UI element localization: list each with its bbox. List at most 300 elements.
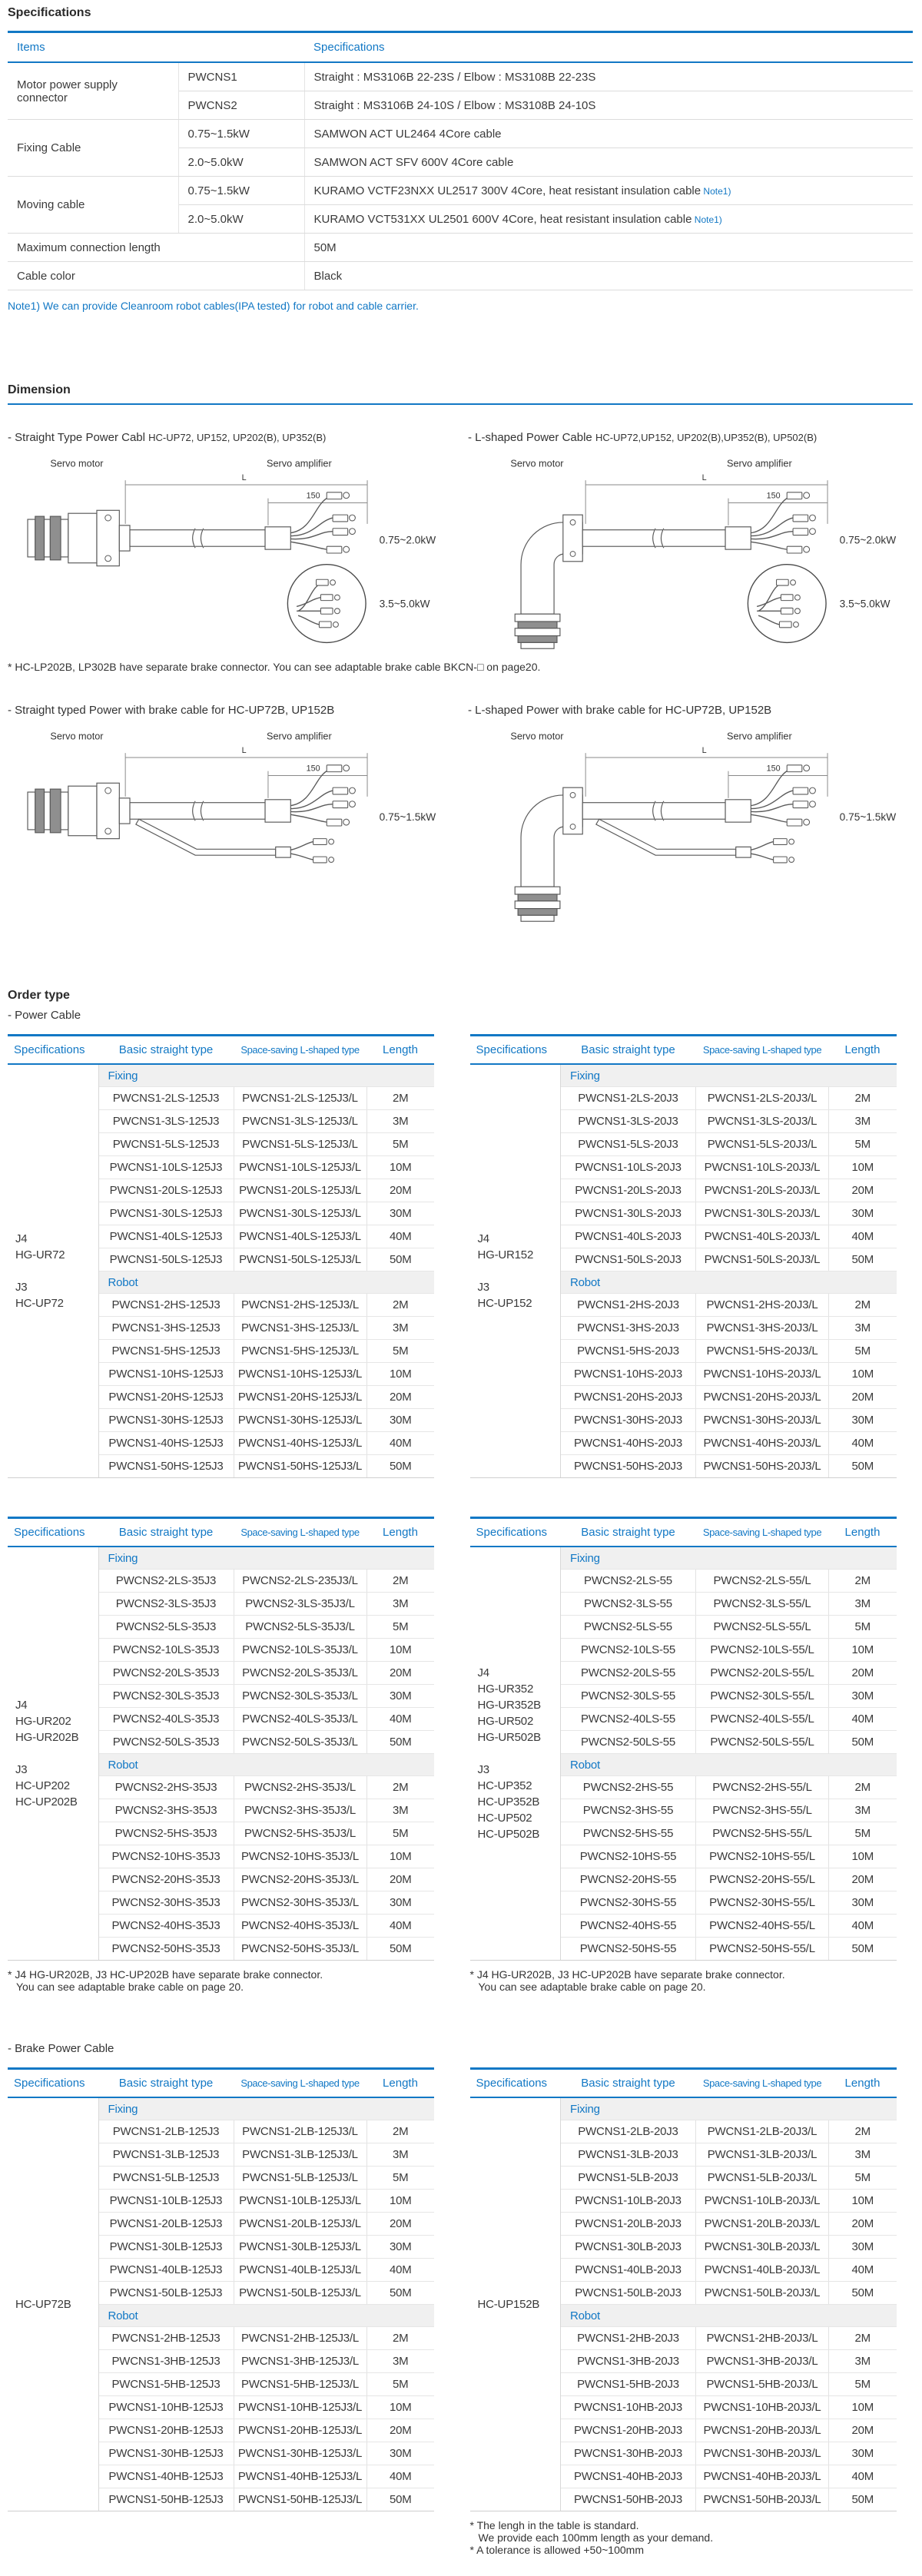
diagram-shape [333, 801, 348, 808]
diagram-shape [105, 515, 111, 521]
order-table [470, 2067, 897, 2511]
diagram-shape [105, 828, 111, 834]
order-header-3: Length [829, 1518, 897, 1547]
order-header-1: Basic straight type [561, 2069, 696, 2098]
order-cell-length: 5M [829, 1340, 897, 1363]
spec-item-label: Fixing Cable [8, 120, 178, 177]
order-spec-line: HG-UR72 [15, 1248, 65, 1261]
order-cell-length: 40M [829, 1225, 897, 1248]
diagram-shape [751, 791, 793, 808]
diagram-shape [327, 546, 342, 553]
note-line: You can see adaptable brake cable on page 20. [16, 1981, 244, 1993]
dimension-note: * HC-LP202B, LP302B have separate brake connector. You can see adaptable brake cable BKCN-□ on page20. [8, 661, 541, 673]
diagram-shape [570, 520, 575, 525]
spec-row [8, 234, 913, 262]
order-header-3: Length [829, 2069, 897, 2098]
order-cell-lshaped: PWCNS1-10HB-125J3/L [234, 2396, 366, 2419]
wire-terminals [290, 765, 355, 826]
order-cell-straight: PWCNS1-10LS-20J3 [561, 1156, 696, 1179]
spec-item-sub: 2.0~5.0kW [178, 205, 304, 234]
order-cell-lshaped: PWCNS2-40HS-35J3/L [234, 1915, 366, 1938]
spec-item-sub: PWCNS2 [178, 91, 304, 120]
spec-item-label: Moving cable [8, 177, 178, 234]
heading-main: - Straight Type Power Cabl [8, 431, 145, 444]
order-cell-length: 10M [366, 2190, 434, 2213]
order-spec-cell [8, 1064, 98, 1478]
order-subheader-row [470, 1547, 897, 1570]
note-line: * J4 HG-UR202B, J3 HC-UP202B have separate brake connector. [8, 1968, 323, 1981]
order-cell-length: 20M [366, 1386, 434, 1409]
diagram-shape [751, 518, 793, 535]
order-spec-line: J3 [477, 1281, 489, 1294]
order-cell-lshaped: PWCNS1-30HB-125J3/L [234, 2442, 366, 2465]
diagram-shape [298, 615, 319, 625]
spacer [8, 2511, 451, 2556]
order-spec-line: HC-UP352B [477, 1795, 540, 1809]
order-cell-length: 40M [829, 1915, 897, 1938]
order-cell-lshaped: PWCNS1-3HB-20J3/L [696, 2350, 829, 2373]
spec-item-sub: 2.0~5.0kW [178, 148, 304, 177]
order-cell-length: 20M [366, 1662, 434, 1685]
order-header-1: Basic straight type [98, 1036, 234, 1065]
diagram-shape [795, 608, 801, 614]
order-cell-straight: PWCNS1-40LS-20J3 [561, 1225, 696, 1248]
order-table [8, 2067, 434, 2511]
order-cell-length: 50M [366, 1455, 434, 1478]
detail-circle [287, 565, 366, 643]
diagram-shape [518, 894, 557, 901]
order-cell-length: 20M [366, 2419, 434, 2442]
order-cell-straight: PWCNS2-3LS-35J3 [98, 1593, 234, 1616]
order-cell-lshaped: PWCNS1-5HB-20J3/L [696, 2373, 829, 2396]
order-cell-straight: PWCNS2-30LS-55 [561, 1685, 696, 1708]
order-cell-lshaped: PWCNS1-30HS-20J3/L [696, 1409, 829, 1432]
order-cell-length: 40M [366, 1432, 434, 1455]
order-cell-length: 30M [366, 2236, 434, 2259]
order-cell-straight: PWCNS1-3LS-20J3 [561, 1110, 696, 1133]
order-cell-straight: PWCNS2-3HS-55 [561, 1799, 696, 1822]
order-cell-length: 50M [829, 2282, 897, 2305]
order-cell-lshaped: PWCNS1-40HS-20J3/L [696, 1432, 829, 1455]
wire-terminals [751, 492, 815, 553]
rating-brake-label: 0.75~1.5kW [839, 811, 897, 824]
diagram-shape [290, 771, 327, 806]
order-header-row [470, 1036, 897, 1065]
order-cell-length: 2M [829, 2120, 897, 2143]
diagram-shape [290, 542, 327, 549]
order-spec-line: J3 [15, 1281, 28, 1294]
order-cell-length: 3M [829, 2143, 897, 2167]
diagram-shape [810, 529, 816, 535]
order-cell-lshaped: PWCNS1-3LB-20J3/L [696, 2143, 829, 2167]
order-cell-lshaped: PWCNS2-3LS-35J3/L [234, 1593, 366, 1616]
note-line: * J4 HG-UR202B, J3 HC-UP202B have separate brake connector. [469, 1968, 785, 1981]
diagram-shape [810, 515, 816, 521]
order-cell-straight: PWCNS2-50HS-55 [561, 1938, 696, 1961]
brake-branch-icon [136, 819, 290, 857]
diagram-shape [335, 608, 340, 614]
order-cell-lshaped: PWCNS2-40LS-55/L [696, 1708, 829, 1731]
order-cell-straight: PWCNS1-10LB-20J3 [561, 2190, 696, 2213]
order-cell-lshaped: PWCNS2-10HS-55/L [696, 1845, 829, 1868]
order-cell-lshaped: PWCNS1-3HS-20J3/L [696, 1317, 829, 1340]
order-cell-straight: PWCNS1-3HS-20J3 [561, 1317, 696, 1340]
heading-sub: HC-UP72,UP152, UP202(B),UP352(B), UP502(B) [595, 432, 818, 443]
lshaped-brake-cable-diagram [468, 724, 917, 929]
order-cell-straight: PWCNS1-5LB-20J3 [561, 2167, 696, 2190]
power-cable-heading: - Power Cable [8, 1009, 81, 1022]
order-cell-length: 5M [366, 2373, 434, 2396]
diagram-shape [327, 765, 342, 772]
spec-note-ref: Note1) [701, 185, 731, 197]
brake-cable-tables [8, 2067, 913, 2511]
spec-value: KURAMO VCT531XX UL2501 600V 4Core, heat resistant insulation cable Note1) [304, 205, 913, 234]
brake-power-cable-heading: - Brake Power Cable [8, 2042, 114, 2055]
order-cell-lshaped: PWCNS1-20LS-20J3/L [696, 1179, 829, 1202]
order-cell-length: 20M [829, 1179, 897, 1202]
diagram-shape [130, 803, 265, 820]
heading-lshaped-brake: - L-shaped Power with brake cable for HC-UP72B, UP152B [468, 704, 772, 717]
diagram-shape [333, 787, 348, 794]
diagram-shape [781, 595, 793, 601]
order-cell-lshaped: PWCNS2-2LS-55/L [696, 1570, 829, 1593]
straight-connector-icon [28, 510, 130, 565]
order-cell-length: 30M [829, 1685, 897, 1708]
order-cell-straight: PWCNS1-2HS-125J3 [98, 1294, 234, 1317]
diagram-shape [791, 580, 796, 585]
dim-l-label: L [701, 746, 707, 756]
diagram-shape [779, 622, 791, 628]
order-spec-line: HC-UP352 [477, 1779, 532, 1792]
order-spec-line: J4 [15, 1232, 28, 1245]
note-line: * The lengh in the table is standard. [469, 2519, 639, 2531]
order-cell-straight: PWCNS2-2HS-55 [561, 1776, 696, 1799]
diagram-shape [570, 552, 575, 557]
order-cell-length: 40M [366, 2465, 434, 2488]
order-cell-lshaped: PWCNS2-10LS-55/L [696, 1639, 829, 1662]
order-cell-length: 3M [829, 1317, 897, 1340]
order-header-0: Specifications [470, 2069, 561, 2098]
order-cell-length: 10M [829, 2190, 897, 2213]
order-cell-lshaped: PWCNS2-20LS-55/L [696, 1662, 829, 1685]
order-cell-length: 5M [366, 1822, 434, 1845]
order-cell-lshaped: PWCNS1-50HB-20J3/L [696, 2488, 829, 2511]
order-cell-lshaped: PWCNS1-40LS-125J3/L [234, 1225, 366, 1248]
straight-connector-icon [28, 783, 130, 838]
order-cell-straight: PWCNS1-5HS-125J3 [98, 1340, 234, 1363]
order-cell-lshaped: PWCNS2-10HS-35J3/L [234, 1845, 366, 1868]
order-cell-straight: PWCNS1-20LS-125J3 [98, 1179, 234, 1202]
order-table [8, 1034, 434, 1478]
diagram-shape [751, 771, 787, 806]
diagram-shape [130, 530, 265, 547]
order-cell-straight: PWCNS1-20HB-125J3 [98, 2419, 234, 2442]
order-cell-straight: PWCNS2-2LS-35J3 [98, 1570, 234, 1593]
order-cell-straight: PWCNS2-3HS-35J3 [98, 1799, 234, 1822]
order-cell-length: 30M [829, 2442, 897, 2465]
order-cell-lshaped: PWCNS2-50LS-55/L [696, 1731, 829, 1754]
order-cell-lshaped: PWCNS1-5LB-20J3/L [696, 2167, 829, 2190]
order-cell-length: 5M [829, 2167, 897, 2190]
order-spec-line: HC-UP72 [15, 1297, 64, 1310]
diagram-shape [343, 492, 350, 499]
order-table-host [470, 1034, 914, 1478]
diagram-shape [795, 595, 801, 600]
order-header-0: Specifications [470, 1036, 561, 1065]
order-header-3: Length [366, 2069, 434, 2098]
diagram-shape [335, 595, 340, 600]
spec-item-sub: 0.75~1.5kW [178, 120, 304, 148]
order-cell-straight: PWCNS1-20LB-20J3 [561, 2213, 696, 2236]
order-cell-straight: PWCNS2-50LS-35J3 [98, 1731, 234, 1754]
diagram-shape [781, 608, 793, 614]
order-table-host [470, 1517, 914, 1961]
order-table-host [8, 1034, 451, 1478]
order-cell-straight: PWCNS1-40HB-125J3 [98, 2465, 234, 2488]
order-cell-length: 2M [366, 1294, 434, 1317]
order-cell-length: 50M [829, 2488, 897, 2511]
order-cell-straight: PWCNS1-50LB-125J3 [98, 2282, 234, 2305]
order-cell-straight: PWCNS1-50HB-20J3 [561, 2488, 696, 2511]
order-cell-lshaped: PWCNS1-50HB-125J3/L [234, 2488, 366, 2511]
order-cell-length: 3M [829, 2350, 897, 2373]
order-cell-lshaped: PWCNS1-5HB-125J3/L [234, 2373, 366, 2396]
order-cell-length: 50M [829, 1938, 897, 1961]
diagram-shape [333, 529, 348, 535]
order-cell-lshaped: PWCNS1-3LS-125J3/L [234, 1110, 366, 1133]
diagram-shape [804, 492, 810, 499]
order-cell-lshaped: PWCNS1-20HB-20J3/L [696, 2419, 829, 2442]
order-cell-lshaped: PWCNS1-5LS-125J3/L [234, 1133, 366, 1156]
wire-terminals [290, 492, 355, 553]
diagram-shape [787, 819, 802, 826]
order-cell-lshaped: PWCNS2-2HS-55/L [696, 1776, 829, 1799]
order-spec-line: HG-UR202 [15, 1715, 71, 1728]
servo-motor-label: Servo motor [50, 457, 104, 469]
diagram-shape [810, 801, 816, 807]
order-subheader: Robot [561, 1271, 897, 1294]
diagram-shape [61, 792, 68, 830]
order-cell-lshaped: PWCNS1-30HS-125J3/L [234, 1409, 366, 1432]
diagram-shape [758, 615, 779, 625]
order-cell-length: 2M [829, 1776, 897, 1799]
order-cell-length: 50M [829, 1248, 897, 1271]
diagram-shape [350, 787, 356, 794]
order-spec-line: HG-UR152 [477, 1248, 534, 1261]
diagram-shape [290, 842, 313, 850]
diagram-shape [290, 518, 333, 535]
order-cell-length: 30M [366, 2442, 434, 2465]
diagram-shape [521, 642, 554, 648]
diagram-shape [28, 792, 35, 830]
spec-header-row [8, 32, 913, 63]
order-cell-straight: PWCNS2-5HS-35J3 [98, 1822, 234, 1845]
order-cell-straight: PWCNS1-20LS-20J3 [561, 1179, 696, 1202]
order-cell-lshaped: PWCNS1-20HB-125J3/L [234, 2419, 366, 2442]
order-cell-length: 50M [829, 1731, 897, 1754]
order-cell-length: 40M [829, 2465, 897, 2488]
power-cable-tables-1 [8, 1034, 913, 1478]
order-cell-straight: PWCNS1-2LB-125J3 [98, 2120, 234, 2143]
order-cell-straight: PWCNS2-5LS-35J3 [98, 1616, 234, 1639]
diagram-shape [515, 628, 560, 636]
order-cell-length: 40M [366, 1915, 434, 1938]
order-spec-line: J4 [15, 1699, 28, 1712]
diagram-shape [320, 595, 333, 601]
spec-item-label: Cable color [8, 262, 304, 290]
order-cell-lshaped: PWCNS2-5HS-55/L [696, 1822, 829, 1845]
order-cell-straight: PWCNS1-5LS-125J3 [98, 1133, 234, 1156]
heading-lshaped-power [468, 431, 917, 444]
diagram-shape [804, 765, 810, 771]
diagram-shape [298, 585, 317, 611]
order-cell-lshaped: PWCNS1-40LB-20J3/L [696, 2259, 829, 2282]
diagram-shape [518, 636, 557, 643]
order-subheader-row [8, 2097, 434, 2120]
diagram-shape [290, 791, 333, 808]
order-header-2: Space-saving L-shaped type [696, 1518, 829, 1547]
dim-l-label: L [241, 473, 247, 483]
detail-wire-terminals [297, 579, 340, 628]
diagram-shape [350, 515, 356, 521]
rating-high-label: 3.5~5.0kW [379, 598, 430, 610]
dimension-title: Dimension [8, 383, 71, 396]
diagram-shape [61, 519, 68, 557]
order-cell-length: 10M [366, 1363, 434, 1386]
order-cell-straight: PWCNS2-40HS-55 [561, 1915, 696, 1938]
order-spec-line [478, 1263, 559, 1279]
order-subheader-row [8, 1064, 434, 1087]
spec-value: KURAMO VCTF23NXX UL2517 300V 4Core, heat resistant insulation cable Note1) [304, 177, 913, 205]
brake-wire-terminals [751, 839, 794, 863]
order-cell-straight: PWCNS1-2LB-20J3 [561, 2120, 696, 2143]
order-cell-length: 30M [366, 1409, 434, 1432]
order-spec-line: HC-UP502B [477, 1828, 540, 1841]
straight-power-cable-diagram [8, 452, 457, 656]
order-cell-straight: PWCNS1-30LS-20J3 [561, 1202, 696, 1225]
order-cell-straight: PWCNS1-3LB-125J3 [98, 2143, 234, 2167]
order-spec-line: HG-UR352 [477, 1683, 534, 1696]
spec-row [8, 262, 913, 290]
order-cell-straight: PWCNS1-40HS-20J3 [561, 1432, 696, 1455]
separate-brake-note [8, 1968, 451, 1993]
order-cell-length: 40M [366, 1708, 434, 1731]
order-spec-line: J3 [477, 1763, 489, 1776]
order-cell-length: 20M [366, 1179, 434, 1202]
order-header-3: Length [366, 1036, 434, 1065]
rating-low-label: 0.75~2.0kW [839, 534, 897, 546]
order-cell-length: 3M [829, 1799, 897, 1822]
order-cell-straight: PWCNS1-30HB-20J3 [561, 2442, 696, 2465]
order-cell-lshaped: PWCNS1-2LB-20J3/L [696, 2120, 829, 2143]
separate-brake-note [470, 1968, 914, 1993]
order-cell-length: 2M [829, 1570, 897, 1593]
order-cell-lshaped: PWCNS2-20LS-35J3/L [234, 1662, 366, 1685]
diagram-shape [68, 786, 97, 836]
spec-header-items: Items [8, 32, 304, 63]
note-line: You can see adaptable brake cable on page 20. [478, 1981, 706, 1993]
order-cell-length: 40M [829, 2259, 897, 2282]
order-subheader: Fixing [98, 1547, 434, 1570]
order-cell-straight: PWCNS1-50HS-125J3 [98, 1455, 234, 1478]
note-line: * A tolerance is allowed +50~100mm [469, 2544, 644, 2556]
order-cell-lshaped: PWCNS1-2HB-20J3/L [696, 2327, 829, 2350]
diagram-shape [751, 854, 773, 860]
dim-150-label: 150 [306, 764, 320, 774]
order-cell-length: 40M [829, 1432, 897, 1455]
order-cell-straight: PWCNS2-20LS-55 [561, 1662, 696, 1685]
order-cell-straight: PWCNS1-2LS-125J3 [98, 1087, 234, 1110]
order-cell-lshaped: PWCNS2-50LS-35J3/L [234, 1731, 366, 1754]
order-cell-length: 5M [366, 2167, 434, 2190]
order-cell-lshaped: PWCNS1-20LS-125J3/L [234, 1179, 366, 1202]
spec-item-label: Motor power supply connector [8, 62, 178, 120]
order-cell-straight: PWCNS1-2HS-20J3 [561, 1294, 696, 1317]
order-subheader: Fixing [98, 2097, 434, 2120]
order-cell-lshaped: PWCNS1-30LS-125J3/L [234, 1202, 366, 1225]
order-cell-straight: PWCNS1-5HS-20J3 [561, 1340, 696, 1363]
order-cell-length: 10M [366, 2396, 434, 2419]
order-cell-length: 30M [829, 1202, 897, 1225]
diagram-shape [793, 529, 808, 535]
order-cell-length: 20M [829, 1868, 897, 1891]
order-cell-straight: PWCNS1-50HS-20J3 [561, 1455, 696, 1478]
order-cell-straight: PWCNS1-10LB-125J3 [98, 2190, 234, 2213]
order-cell-length: 2M [366, 1570, 434, 1593]
order-cell-length: 5M [829, 2373, 897, 2396]
order-cell-lshaped: PWCNS1-30LB-20J3/L [696, 2236, 829, 2259]
order-cell-straight: PWCNS1-30HS-20J3 [561, 1409, 696, 1432]
cable-icon [130, 527, 290, 549]
order-spec-line: HC-UP502 [477, 1812, 532, 1825]
order-cell-length: 50M [366, 2488, 434, 2511]
order-cell-length: 40M [366, 2259, 434, 2282]
order-cell-straight: PWCNS2-2LS-55 [561, 1570, 696, 1593]
diagram-shape [787, 546, 802, 553]
order-subheader: Robot [561, 2305, 897, 2327]
order-subheader-row [470, 2097, 897, 2120]
diagram-shape [518, 622, 557, 628]
diagram-shape [515, 614, 560, 622]
order-cell-lshaped: PWCNS1-10HS-125J3/L [234, 1363, 366, 1386]
diagram-shape [290, 854, 313, 860]
order-cell-straight: PWCNS1-20HS-125J3 [98, 1386, 234, 1409]
order-cell-length: 50M [366, 1248, 434, 1271]
order-cell-straight: PWCNS2-2HS-35J3 [98, 1776, 234, 1799]
order-cell-straight: PWCNS1-30LB-20J3 [561, 2236, 696, 2259]
order-cell-lshaped: PWCNS1-30LB-125J3/L [234, 2236, 366, 2259]
order-cell-straight: PWCNS1-5LS-20J3 [561, 1133, 696, 1156]
order-cell-lshaped: PWCNS2-40LS-35J3/L [234, 1708, 366, 1731]
diagram-shape [350, 801, 356, 807]
order-cell-lshaped: PWCNS2-50HS-35J3/L [234, 1938, 366, 1961]
order-cell-length: 2M [829, 2327, 897, 2350]
order-cell-length: 10M [366, 1845, 434, 1868]
diagram-shape [45, 792, 51, 830]
order-header-1: Basic straight type [98, 2069, 234, 2098]
order-cell-length: 3M [829, 1110, 897, 1133]
specifications-table-host [8, 31, 913, 290]
order-cell-lshaped: PWCNS1-50HS-20J3/L [696, 1455, 829, 1478]
spec-value: SAMWON ACT SFV 600V 4Core cable [304, 148, 913, 177]
detail-circle [748, 565, 826, 643]
order-cell-straight: PWCNS1-30LS-125J3 [98, 1202, 234, 1225]
order-cell-length: 20M [366, 1868, 434, 1891]
cable-icon [582, 527, 751, 549]
dimension-section [0, 377, 922, 929]
order-spec-line: HC-UP72B [15, 2298, 71, 2311]
dim-l-label: L [701, 473, 707, 483]
